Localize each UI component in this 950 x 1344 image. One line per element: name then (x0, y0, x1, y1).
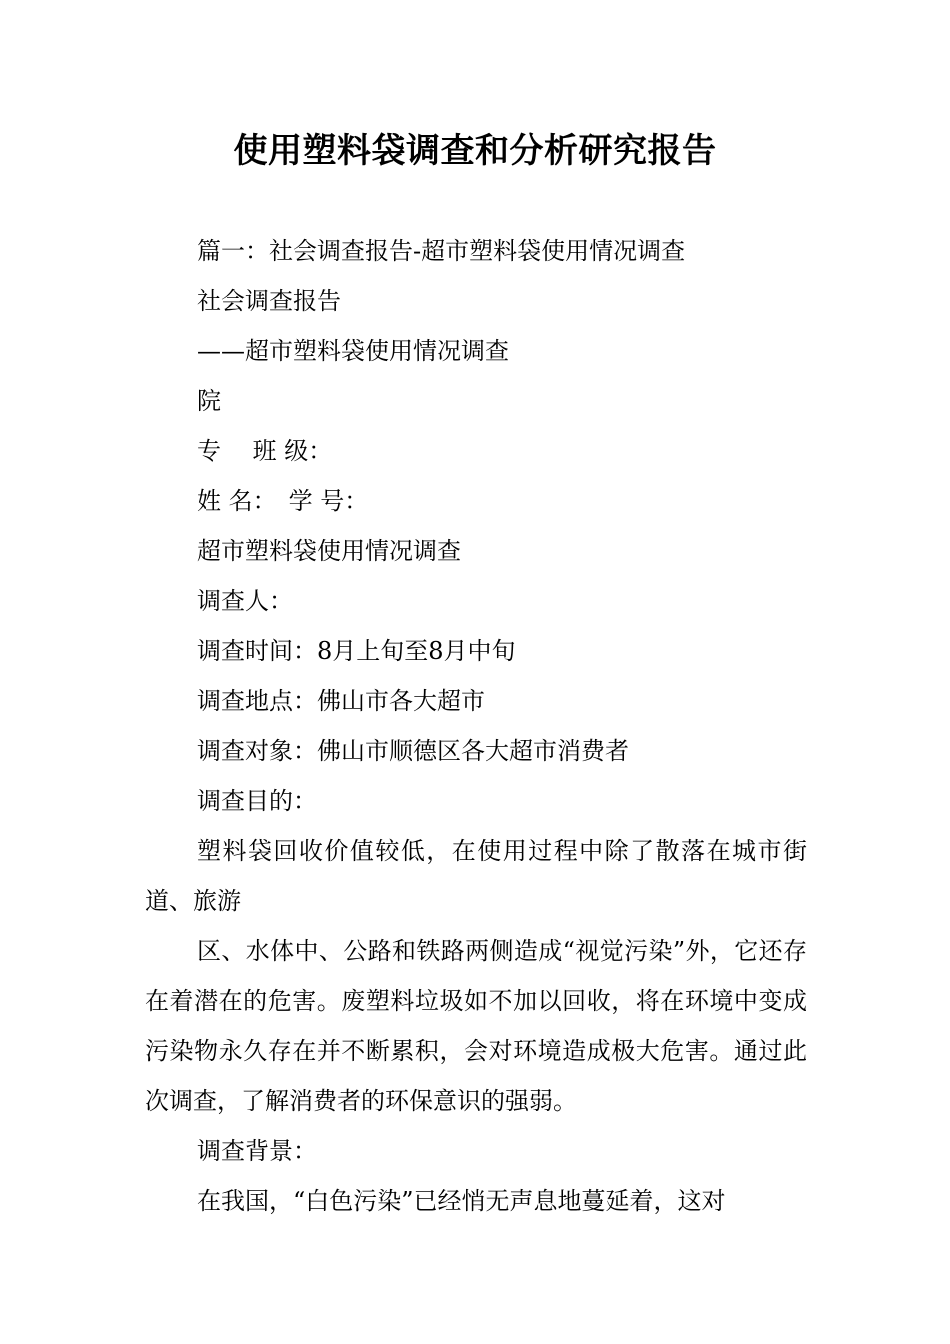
document-body (145, 226, 807, 1226)
major-class-field: 专 班 级： (197, 437, 333, 465)
surveyor-field: 调查人： (197, 587, 293, 615)
background-heading: 调查背景： (197, 1137, 317, 1165)
survey-topic: 超市塑料袋使用情况调查 (197, 537, 461, 565)
survey-time: 调查时间：8月上旬至8月中旬 (197, 637, 516, 665)
survey-location: 调查地点：佛山市各大超市 (197, 687, 485, 715)
background-paragraph: 在我国，“白色污染”已经悄无声息地蔓延着，这对 (197, 1187, 726, 1215)
chapter-heading: 篇一：社会调查报告-超市塑料袋使用情况调查 (197, 237, 686, 265)
name-id-field: 姓 名： 学 号： (197, 487, 369, 515)
college-field: 院 (197, 387, 221, 415)
report-subtitle: ——超市塑料袋使用情况调查 (197, 337, 509, 365)
purpose-paragraph-1: 塑料袋回收价值较低，在使用过程中除了散落在城市街道、旅游 (145, 837, 807, 915)
report-label: 社会调查报告 (197, 287, 341, 315)
survey-target: 调查对象：佛山市顺德区各大超市消费者 (197, 737, 629, 765)
purpose-paragraph-2: 区、水体中、公路和铁路两侧造成“视觉污染”外，它还存在着潜在的危害。废塑料垃圾如不加以回收，将在环境中变成污染物永久存在并不断累积，会对环境造成极大危害。通过此次调查，了解消费者的环保意识的强弱。 (145, 937, 807, 1115)
document-title: 使用塑料袋调查和分析研究报告 (233, 131, 717, 171)
survey-purpose-heading: 调查目的： (197, 787, 317, 815)
